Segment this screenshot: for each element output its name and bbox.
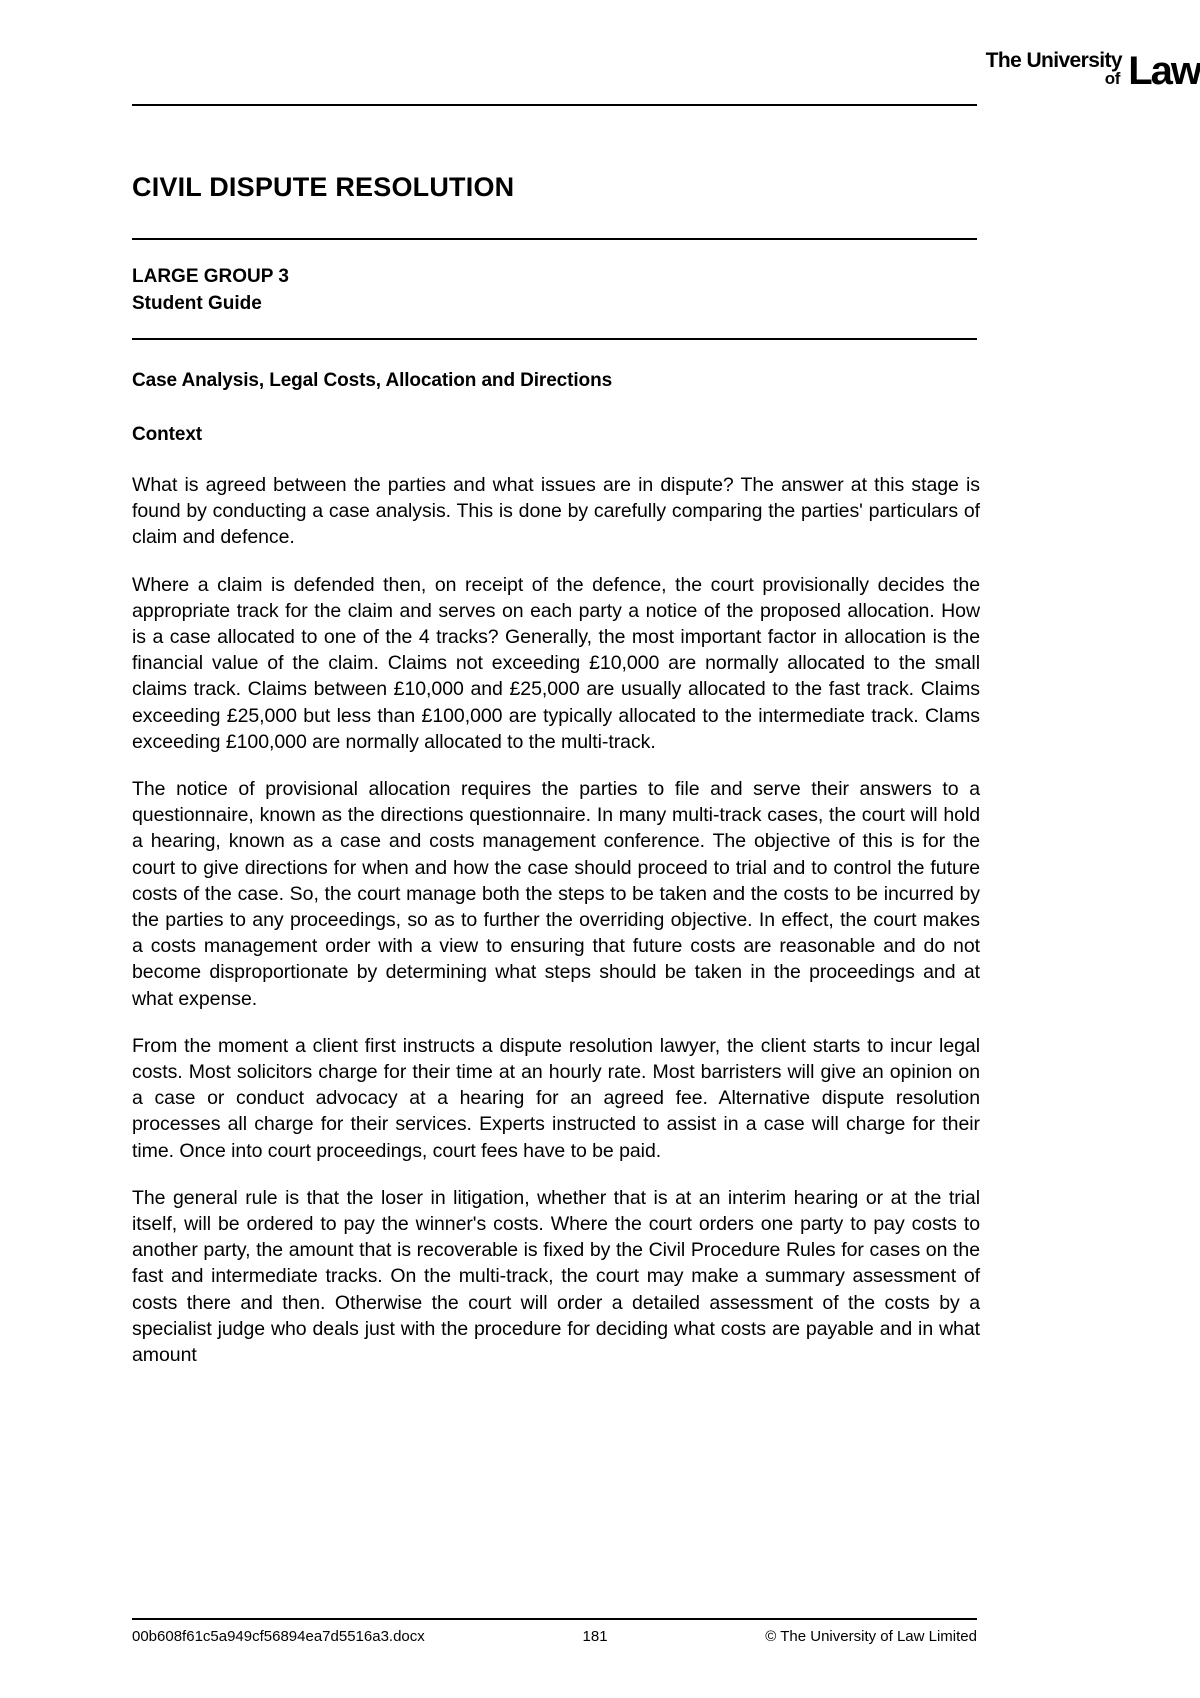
body-paragraph: From the moment a client first instructs a dispute resolution lawyer, the client starts to incur legal costs. Most solicitors charge for their time at an hourly rate. Most barristers will give an opinion on a case or conduct advocacy at a hearing for an agreed fee. Alternative dispute resolution processes all charge for their services. Experts instructed to assist in a case will charge for their time. Once into court proceedings, court fees have to be paid. — [132, 1034, 980, 1162]
section-heading-context: Context — [132, 424, 203, 445]
footer-divider — [132, 1618, 977, 1620]
header-divider — [132, 104, 977, 106]
student-guide-label: Student Guide — [132, 293, 262, 314]
footer-page-number: 181 — [582, 1628, 608, 1645]
section-heading-main: Case Analysis, Legal Costs, Allocation and Directions — [132, 370, 613, 391]
body-paragraph: Where a claim is defended then, on receipt of the defence, the court provisionally decides the appropriate track for the claim and serves on each party a notice of the proposed allocation. How is a case allocated to one of the 4 tracks? Generally, the most important factor in allocation is the financial value of the claim. Claims not exceeding £10,000 are normally allocated to the small claims track. Claims between £10,000 and £25,000 are usually allocated to the fast track. Claims exceeding £25,000 but less than £100,000 are typically allocated to the intermediate track. Clams exceeding £100,000 are normally allocated to the multi-track. — [132, 573, 980, 753]
university-of-law-logo — [940, 44, 1200, 100]
body-paragraph: What is agreed between the parties and what issues are in dispute? The answer at this stage is found by conducting a case analysis. This is done by carefully comparing the parties' particulars of claim and defence. — [132, 474, 980, 549]
footer-filename: 00b608f61c5a949cf56894ea7d5516a3.docx — [132, 1628, 425, 1645]
group-divider — [132, 338, 977, 340]
body-paragraph: The general rule is that the loser in litigation, whether that is at an interim hearing or at the trial itself, will be ordered to pay the winner's costs. Where the court orders one party to pay costs to another party, the amount that is recoverable is fixed by the Civil Procedure Rules for cases on the fast and intermediate tracks. On the multi-track, the court may make a summary assessment of costs there and then. Otherwise the court will order a detailed assessment of the costs by a specialist judge who deals just with the procedure for deciding what costs are payable and in what amount — [132, 1186, 980, 1367]
large-group-label: LARGE GROUP 3 — [132, 266, 289, 287]
page-footer — [132, 1628, 977, 1645]
logo-line-the-university: The University — [985, 49, 1122, 72]
document-body — [132, 472, 980, 1368]
logo-line-of: of — [1104, 69, 1120, 88]
footer-copyright: © The University of Law Limited — [765, 1628, 977, 1645]
body-paragraph: The notice of provisional allocation requires the parties to file and serve their answers to a questionnaire, known as the directions questionnaire. In many multi-track cases, the court will hold a hearing, known as a case and costs management conference. The objective of this is for the court to give directions for when and how the case should proceed to trial and to control the future costs of the case. So, the court manage both the steps to be taken and the costs to be incurred by the parties to any proceedings, so as to further the overriding objective. In effect, the court makes a costs management order with a view to ensuring that future costs are reasonable and do not become disproportionate by determining what steps should be taken in the proceedings and at what expense. — [132, 778, 980, 1010]
page-title: CIVIL DISPUTE RESOLUTION — [132, 172, 515, 202]
logo-line-law: Law — [1128, 49, 1200, 93]
title-divider — [132, 238, 977, 240]
